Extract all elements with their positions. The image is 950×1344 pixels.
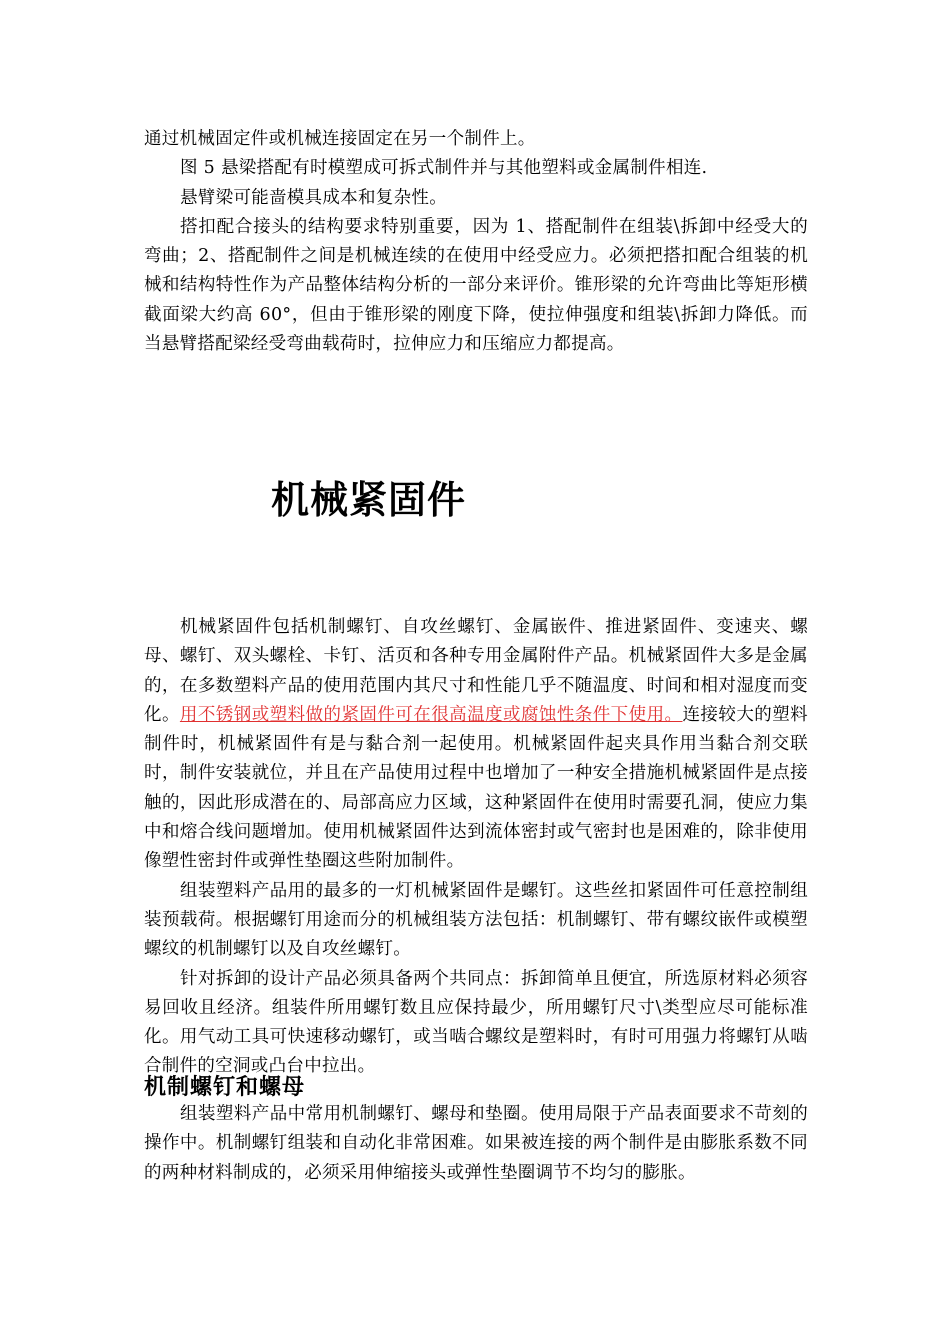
cantilever-note: 悬臂梁可能啬模具成本和复杂性。 bbox=[180, 187, 447, 208]
continuation-line: 通过机械固定件或机械连接固定在另一个制件上。 bbox=[144, 129, 536, 149]
screws-paragraph: 组装塑料产品用的最多的一灯机械紧固件是螺钉。这些丝扣紧固件可任意控制组装预载荷。根据螺钉用途而分的机械组装方法包括：机制螺钉、带有螺纹嵌件或模塑螺纹的机制螺钉以及自攻丝螺钉。 bbox=[144, 880, 808, 960]
machine-screws-text bbox=[144, 1100, 808, 1188]
top-text-block bbox=[144, 125, 808, 359]
subsection-title: 机制螺钉和螺母 bbox=[144, 1075, 306, 1100]
section-title: 机械紧固件 bbox=[271, 478, 467, 522]
snap-fit-paragraph: 搭扣配合接头的结构要求特别重要，因为 1、搭配制件在组装\拆卸中经受大的弯曲；2、搭配制件之间是机械连续的在使用中经受应力。必须把搭扣配合组装的机械和结构特性作为产品整体结构分析的一部分来评价。锥形梁的允许弯曲比等矩形横截面梁大约高 60°，但由于锥形梁的刚度下降，使拉伸强度和组装\拆卸力降低。而当悬臂搭配梁经受弯曲载荷时，拉伸应力和压缩应力都提高。 bbox=[144, 216, 808, 355]
highlighted-sentence: 用不锈钢或塑料做的紧固件可在很高温度或腐蚀性条件下使用。 bbox=[179, 704, 683, 725]
machine-screws-paragraph: 组装塑料产品中常用机制螺钉、螺母和垫圈。使用局限于产品表面要求不苛刻的操作中。机制螺钉组装和自动化非常困难。如果被连接的两个制件是由膨胀系数不同的两种材料制成的，必须采用伸缩接头或弹性垫圈调节不均匀的膨胀。 bbox=[144, 1104, 808, 1183]
disassembly-paragraph: 针对拆卸的设计产品必须具备两个共同点：拆卸简单且便宜，所选原材料必须容易回收且经济。组装件所用螺钉数且应保持最少，所用螺钉尺寸\类型应尽可能标准化。用气动工具可快速移动螺钉，或当啮合螺纹是塑料时，有时可用强力将螺钉从啮合制件的空洞或凸台中拉出。 bbox=[144, 968, 808, 1077]
fasteners-intro-paragraph bbox=[144, 613, 808, 877]
figure-caption: 图 5 悬梁搭配有时模塑成可拆式制件并与其他塑料或金属制件相连. bbox=[180, 158, 708, 179]
fasteners-intro-text: 机械紧固件包括机制螺钉、自攻丝螺钉、金属嵌件、推进紧固件、变速夹、螺母、螺钉、双头螺栓、卡钉、活页和各种专用金属附件产品。机械紧固件大多是金属的，在多数塑料产品的使用范围内其尺寸和性能几乎不随温度、时间和相对湿度而变化。 bbox=[144, 617, 808, 725]
fasteners-intro-continued: 连接较大的塑料制件时，机械紧固件有是与黏合剂一起使用。机械紧固件起夹具作用当黏合剂交联时，制件安装就位，并且在产品使用过程中也增加了一种安全措施机械紧固件是点接触的，因此形成潜在的、局部高应力区域，这种紧固件在使用时需要孔洞，使应力集中和熔合线问题增加。使用机械紧固件达到流体密封或气密封也是困难的，除非使用像塑性密封件或弹性垫圈这些附加制件。 bbox=[144, 704, 808, 872]
mechanical-fasteners-text bbox=[144, 613, 808, 1082]
